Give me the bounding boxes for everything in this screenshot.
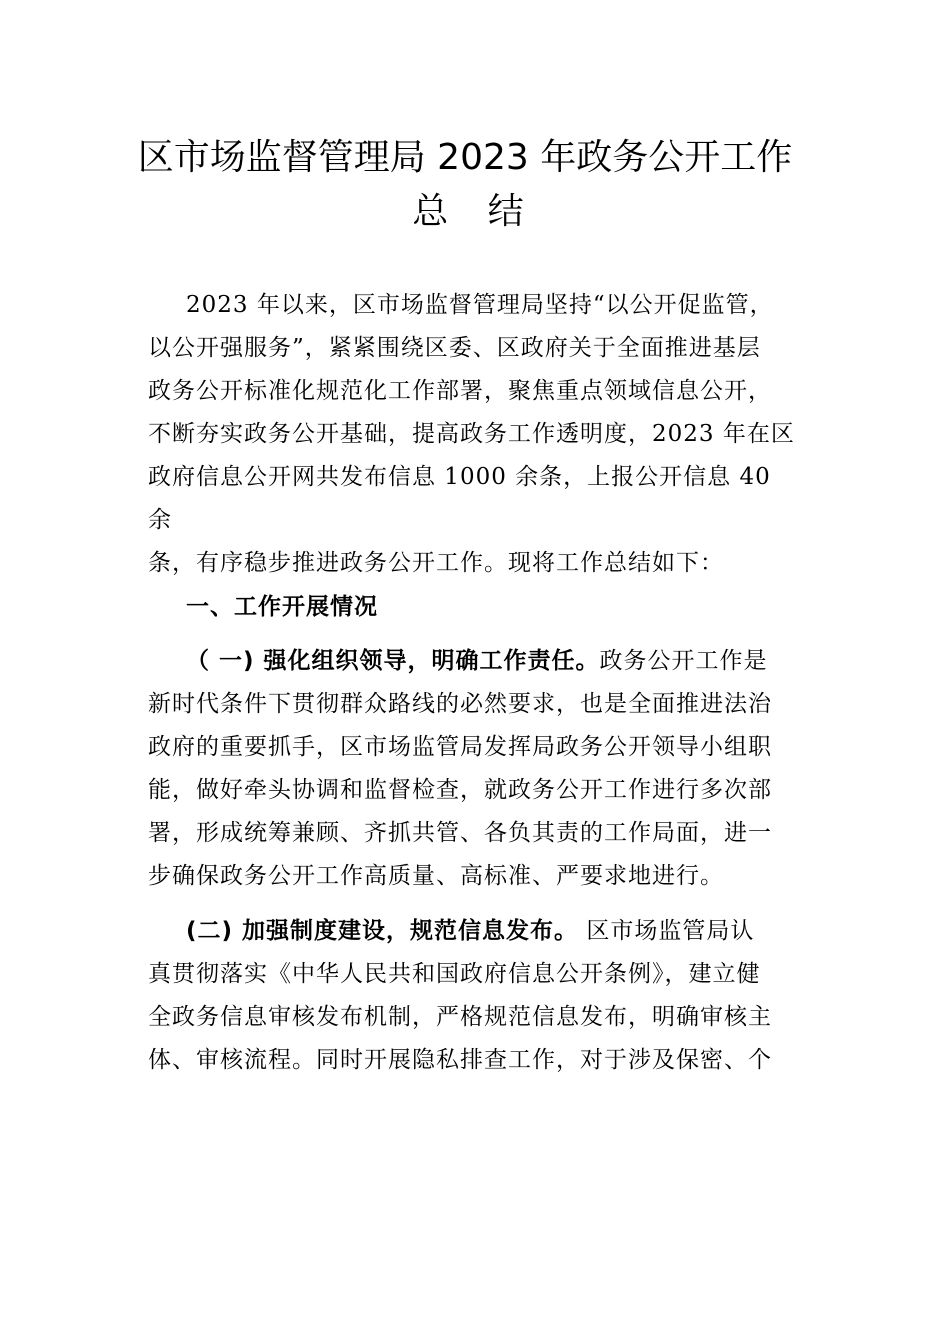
section-heading: 一、工作开展情况	[186, 594, 378, 620]
paragraph-line: 署，形成统筹兼顾、齐抓共管、各负其责的工作局面，进一	[148, 820, 772, 846]
paragraph-line: 以公开强服务”，紧紧围绕区委、区政府关于全面推进基层	[148, 335, 761, 361]
paragraph-line: 全政务信息审核发布机制，严格规范信息发布，明确审核主	[148, 1004, 772, 1030]
document-title-line-1: 区市场监督管理局 2023 年政务公开工作	[137, 137, 793, 178]
paragraph-line: 能，做好牵头协调和监督检查，就政务公开工作进行多次部	[148, 777, 772, 803]
subsection-1-heading: （ 一) 强化组织领导，明确工作责任。	[186, 648, 600, 674]
paragraph-line: 政府的重要抓手，区市场监管局发挥局政务公开领导小组职	[148, 734, 772, 760]
paragraph-line: 政府信息公开网共发布信息 1000 余条，上报公开信息 40	[148, 464, 771, 490]
paragraph-line: 新时代条件下贯彻群众路线的必然要求，也是全面推进法治	[148, 691, 772, 717]
paragraph-line: 余	[148, 507, 172, 533]
document-title-line-2: 总 结	[412, 191, 538, 232]
subsection-2-first-line	[148, 910, 754, 953]
paragraph-line: 步确保政务公开工作高质量、高标准、严要求地进行。	[148, 863, 724, 889]
paragraph-line: 体、审核流程。同时开展隐私排查工作，对于涉及保密、个	[148, 1047, 772, 1073]
paragraph-line: 条，有序稳步推进政务公开工作。现将工作总结如下：	[148, 550, 724, 576]
subsection-2-lead: 区市场监管局认	[578, 918, 755, 944]
paragraph-line: 不断夯实政务公开基础，提高政务工作透明度，2023 年在区	[148, 421, 795, 447]
paragraph-line: 政务公开标准化规范化工作部署，聚焦重点领域信息公开，	[148, 378, 772, 404]
subsection-2-heading: (二) 加强制度建设，规范信息发布。	[186, 918, 579, 944]
subsection-1-lead: 政务公开工作是	[599, 648, 768, 674]
paragraph-line: 真贯彻落实《中华人民共和国政府信息公开条例》，建立健	[148, 961, 761, 987]
subsection-1-first-line	[148, 640, 768, 683]
paragraph-line: 2023 年以来，区市场监督管理局坚持“以公开促监管，	[186, 292, 774, 318]
